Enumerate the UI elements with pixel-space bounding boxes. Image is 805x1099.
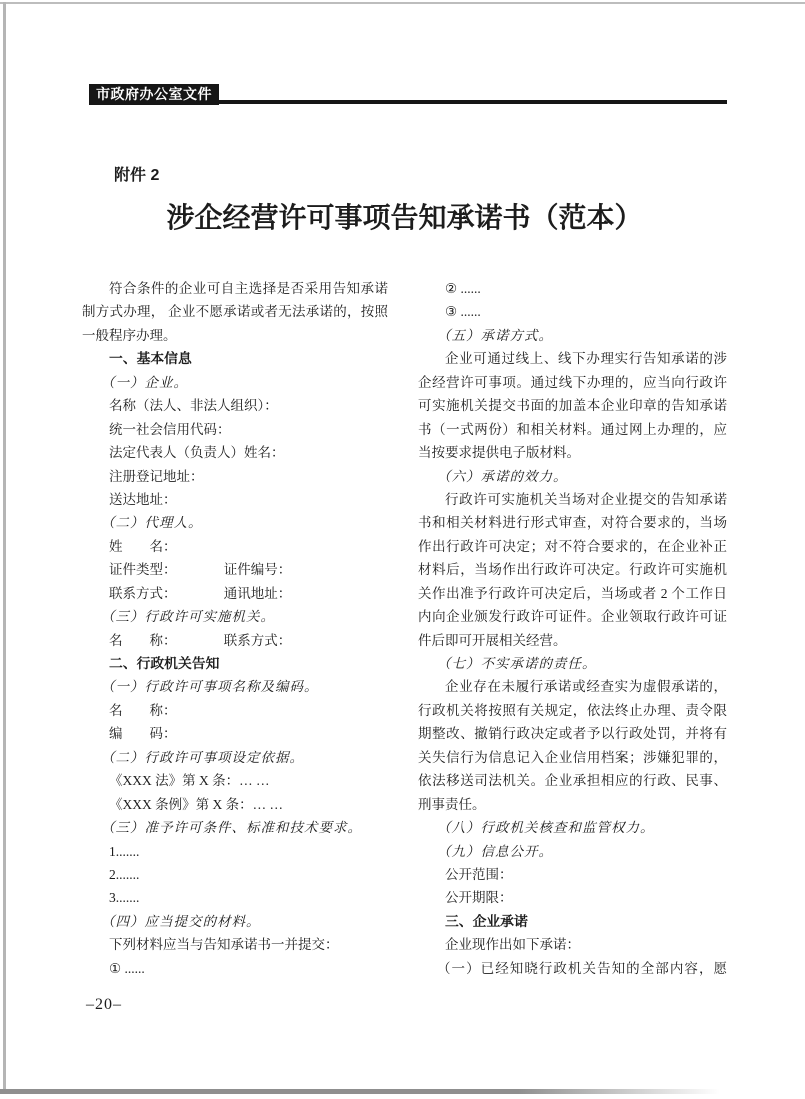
text-line: 注册登记地址： (109, 468, 204, 484)
left-column (82, 277, 388, 980)
text-line: ③ ...... (445, 304, 481, 320)
text-line: （二）行政许可事项设定依据。 (101, 749, 304, 765)
scan-edge-left (3, 2, 6, 1094)
text-line: 名 称： 联系方式： (109, 632, 292, 648)
text-line: （二）代理人。 (101, 515, 203, 531)
text-line: 送达地址： (109, 491, 177, 507)
text-line: 1....... (109, 843, 140, 859)
text-line: 关失信行为信息记入企业信用档案；涉嫌犯罪的， (418, 749, 727, 765)
body-columns (82, 277, 727, 980)
text-line: ① ...... (109, 960, 145, 976)
text-line: 公开范围： (445, 866, 513, 882)
text-line: 姓 名： (109, 538, 177, 554)
text-line: 《XXX 法》第 X 条：… … (109, 773, 270, 789)
text-line: （八）行政机关核查和监管权力。 (437, 820, 655, 836)
text-line: 下列材料应当与告知承诺书一并提交： (109, 937, 339, 953)
text-line: 作出行政许可决定；对不符合要求的，在企业补正 (418, 538, 727, 554)
text-line: 企业可通过线上、线下办理实行告知承诺的涉 (445, 351, 727, 367)
text-line: 统一社会信用代码： (109, 421, 231, 437)
text-line: 件后即可开展相关经营。 (418, 632, 567, 648)
text-line: 制方式办理， 企业不愿承诺或者无法承诺的，按照 (82, 304, 388, 320)
header-badge: 市政府办公室文件 (89, 84, 219, 105)
text-line: （六）承诺的效力。 (437, 468, 568, 484)
text-line: 关作出准予行政许可决定后，当场或者 2 个工作日 (418, 585, 727, 601)
text-line: 法定代表人（负责人）姓名： (109, 445, 285, 461)
text-line: 企业存在未履行承诺或经查实为虚假承诺的， (445, 679, 727, 695)
text-line: （一）企业。 (101, 374, 188, 390)
text-line: 名 称： (109, 702, 177, 718)
text-line: （一）已经知晓行政机关告知的全部内容，愿 (437, 960, 727, 976)
text-line: 书（一式两份）和相关材料。通过网上办理的，应 (418, 421, 727, 437)
text-line: 证件类型： 证件编号： (109, 562, 292, 578)
text-line: ② ...... (445, 281, 481, 296)
text-line: 企业现作出如下承诺： (445, 937, 580, 953)
text-line: 符合条件的企业可自主选择是否采用告知承诺 (109, 281, 388, 296)
text-line: （三）行政许可实施机关。 (101, 609, 275, 625)
text-line: 名称（法人、非法人组织）： (109, 398, 278, 414)
text-line: 2....... (109, 866, 140, 882)
text-line: （五）承诺方式。 (437, 327, 553, 343)
text-line: 一、基本信息 (109, 351, 192, 367)
text-line: （三）准予许可条件、标准和技术要求。 (101, 820, 362, 836)
text-line: （七）不实承诺的责任。 (437, 656, 597, 671)
text-line: （四）应当提交的材料。 (101, 913, 261, 929)
scan-edge-top (0, 2, 805, 4)
text-line: 企经营许可事项。通过线下办理的，应当向行政许 (418, 374, 727, 390)
text-line: 当按要求提供电子版材料。 (418, 445, 580, 461)
text-line: 联系方式： 通讯地址： (109, 585, 292, 601)
text-line: 可实施机关提交书面的加盖本企业印章的告知承诺 (418, 398, 727, 414)
text-line: 公开期限： (445, 890, 513, 906)
text-line: 材料后，当场作出行政许可决定。行政许可实施机 (418, 562, 727, 578)
attachment-label: 附件 2 (114, 167, 160, 184)
text-line: 三、企业承诺 (445, 913, 528, 929)
page-number: –20– (86, 996, 122, 1013)
text-line: 二、行政机关告知 (109, 656, 220, 671)
text-line: 编 码： (109, 726, 177, 742)
text-line: 行政机关将按照有关规定，依法终止办理、责令限 (418, 702, 727, 718)
text-line: 期整改、撤销行政决定或者予以行政处罚，并将有 (418, 726, 727, 742)
document-title: 涉企经营许可事项告知承诺书（范本） (166, 203, 643, 234)
text-line: 《XXX 条例》第 X 条：… … (109, 796, 283, 812)
text-line: 内向企业颁发行政许可证件。企业领取行政许可证 (418, 609, 727, 625)
text-line: 刑事责任。 (418, 796, 486, 812)
scan-edge-bottom (0, 1089, 720, 1094)
text-line: 一般程序办理。 (82, 327, 177, 343)
text-line: 行政许可实施机关当场对企业提交的告知承诺 (445, 491, 727, 507)
text-line: 3....... (109, 890, 140, 906)
text-line: 书和相关材料进行形式审查，对符合要求的，当场 (418, 515, 727, 531)
right-column (418, 277, 727, 980)
text-line: （一）行政许可事项名称及编码。 (101, 679, 319, 695)
text-line: （九）信息公开。 (437, 843, 553, 859)
text-line: 依法移送司法机关。企业承担相应的行政、民事、 (418, 773, 727, 789)
